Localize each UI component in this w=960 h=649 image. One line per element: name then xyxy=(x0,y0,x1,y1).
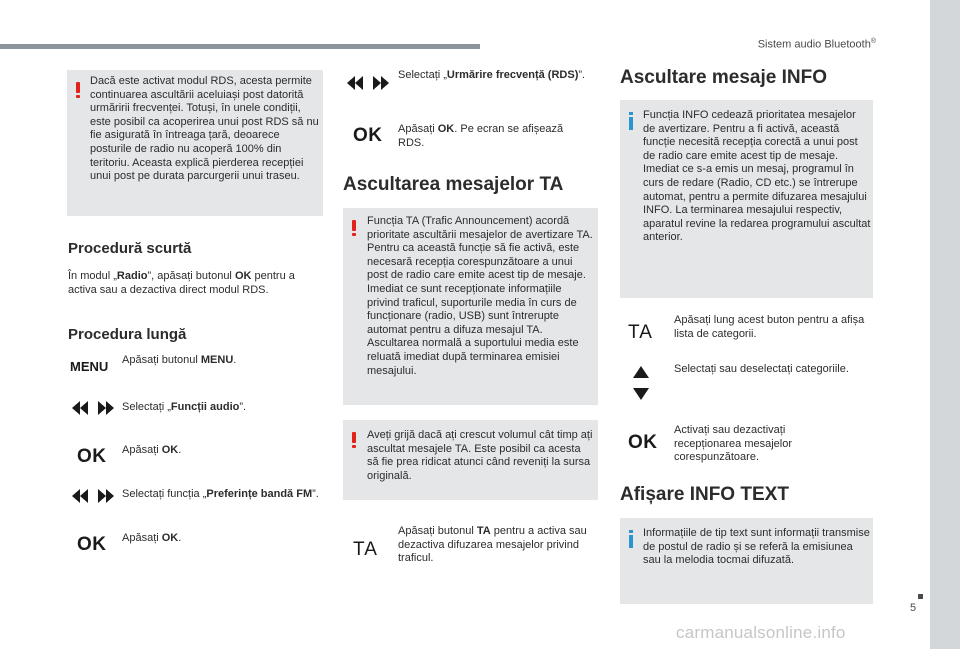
info-section-heading: Ascultare mesaje INFO xyxy=(620,67,827,88)
step-categories-list-text: Apăsați lung acest buton pentru a afișa lista de categorii. xyxy=(674,314,865,340)
up-down-arrows-icon xyxy=(633,366,649,400)
step-ta-text: Apăsați butonul TA pentru a activa sau dezactiva difuzarea mesajelor privind traficul. xyxy=(398,525,587,565)
page-number: 5 xyxy=(910,602,917,614)
step-ok-rds-text: Apăsați OK. Pe ecran se afișează RDS. xyxy=(398,123,564,149)
ta-button-icon: TA xyxy=(353,539,378,560)
info-text-note-box xyxy=(620,518,873,604)
ok-button-icon: OK xyxy=(77,534,107,555)
long-procedure-heading: Procedura lungă xyxy=(68,326,187,343)
warning-icon xyxy=(352,220,356,236)
header-title: Sistem audio Bluetooth® xyxy=(757,38,876,51)
seek-arrows-icon xyxy=(72,489,114,503)
info-text-note-text: Informațiile de tip text sunt informații transmise de postul de radio și se referă la emisiunea sau la melodia tocmai difuzată. xyxy=(643,527,870,567)
step-ok-text: Apăsați OK. xyxy=(122,532,182,544)
rds-warning-text: Dacă este activat modul RDS, acesta permite continuarea ascultării aceluiași post datorită urmăririi frecvenței. Totuși, în unele condiții, este posibil ca acoperirea unui post RDS să nu fie asigurată în întreaga țară, deoarece posturile de radio nu acoperă 100% din teritoriu. Aceasta explică pierderea recepției unui post pe durata parcurgerii unui traseu. xyxy=(90,75,319,183)
warning-icon xyxy=(76,82,80,98)
side-band xyxy=(930,0,960,649)
step-select-categories-text: Selectați sau deselectați categoriile. xyxy=(674,363,849,375)
info-text-heading: Afișare INFO TEXT xyxy=(620,484,789,505)
ta-warning-box xyxy=(343,208,598,405)
header-rule xyxy=(0,44,480,49)
ok-button-icon: OK xyxy=(77,446,107,467)
ta-warning-text: Funcția TA (Trafic Announcement) acordă prioritate ascultării mesajelor de avertizare TA. Pentru ca această funcție să fie activă, este necesară recepția corespunzătoare a unui post de radio care emite acest tip de mesaje. Imediat ce sunt recepționate informațiile privind traficul, suporturile media în curs de funcționare (radio, USB) sunt întrerupte automat pentru a difuza mesajul TA. Ascultarea normală a suportului media este reluată imediat după terminarea emisiei mesajului. xyxy=(367,215,593,377)
short-procedure-text: În modul „Radio”, apăsați butonul OK pentru a activa sau a dezactiva direct modul RDS. xyxy=(68,270,295,296)
short-procedure-heading: Procedură scurtă xyxy=(68,240,192,257)
ta-volume-warning-box xyxy=(343,420,598,500)
ok-button-icon: OK xyxy=(353,125,383,146)
step-ok-text: Apăsați OK. xyxy=(122,444,182,456)
watermark: carmanualsonline.info xyxy=(676,623,846,642)
step-audio-functions-text: Selectați „Funcții audio”. xyxy=(122,401,247,413)
warning-icon xyxy=(352,432,356,448)
info-icon xyxy=(629,530,633,548)
step-menu-text: Apăsați butonul MENU. xyxy=(122,354,237,366)
seek-arrows-icon xyxy=(72,401,114,415)
step-fm-band-text: Selectați funcția „Preferințe bandă FM”. xyxy=(122,488,319,500)
ta-volume-warning-text: Aveți grijă dacă ați crescut volumul cât timp ați ascultat mesajele TA. Este posibil ca acesta să fie prea ridicat atunci când reveniți la sursa originală. xyxy=(367,429,593,482)
seek-arrows-icon xyxy=(347,76,389,90)
step-activate-info-text: Activați sau dezactivați recepționarea mesajelor corespunzătoare. xyxy=(674,424,793,464)
info-note-text: Funcția INFO cedează prioritatea mesajelor de avertizare. Pentru a fi activă, această funcție necesită recepția corectă a unui post de radio care emite acest tip de mesaje. Imediat ce s-a emis un mesaj, programul în curs de redare (Radio, CD etc.) se întrerupe automat, pentru a permite difuzarea mesajului INFO. La terminarea mesajului respectiv, aparatul revine la redarea programului ascultat anterior. xyxy=(643,109,871,244)
info-note-box xyxy=(620,100,873,298)
menu-button-icon: MENU xyxy=(70,359,109,374)
page-marker xyxy=(918,594,923,599)
rds-warning-box xyxy=(67,70,323,216)
info-icon xyxy=(629,112,633,130)
step-rds-tracking-text: Selectați „Urmărire frecvență (RDS)”. xyxy=(398,69,586,81)
ok-button-icon: OK xyxy=(628,432,658,453)
ta-section-heading: Ascultarea mesajelor TA xyxy=(343,174,564,195)
ta-button-icon: TA xyxy=(628,322,653,343)
